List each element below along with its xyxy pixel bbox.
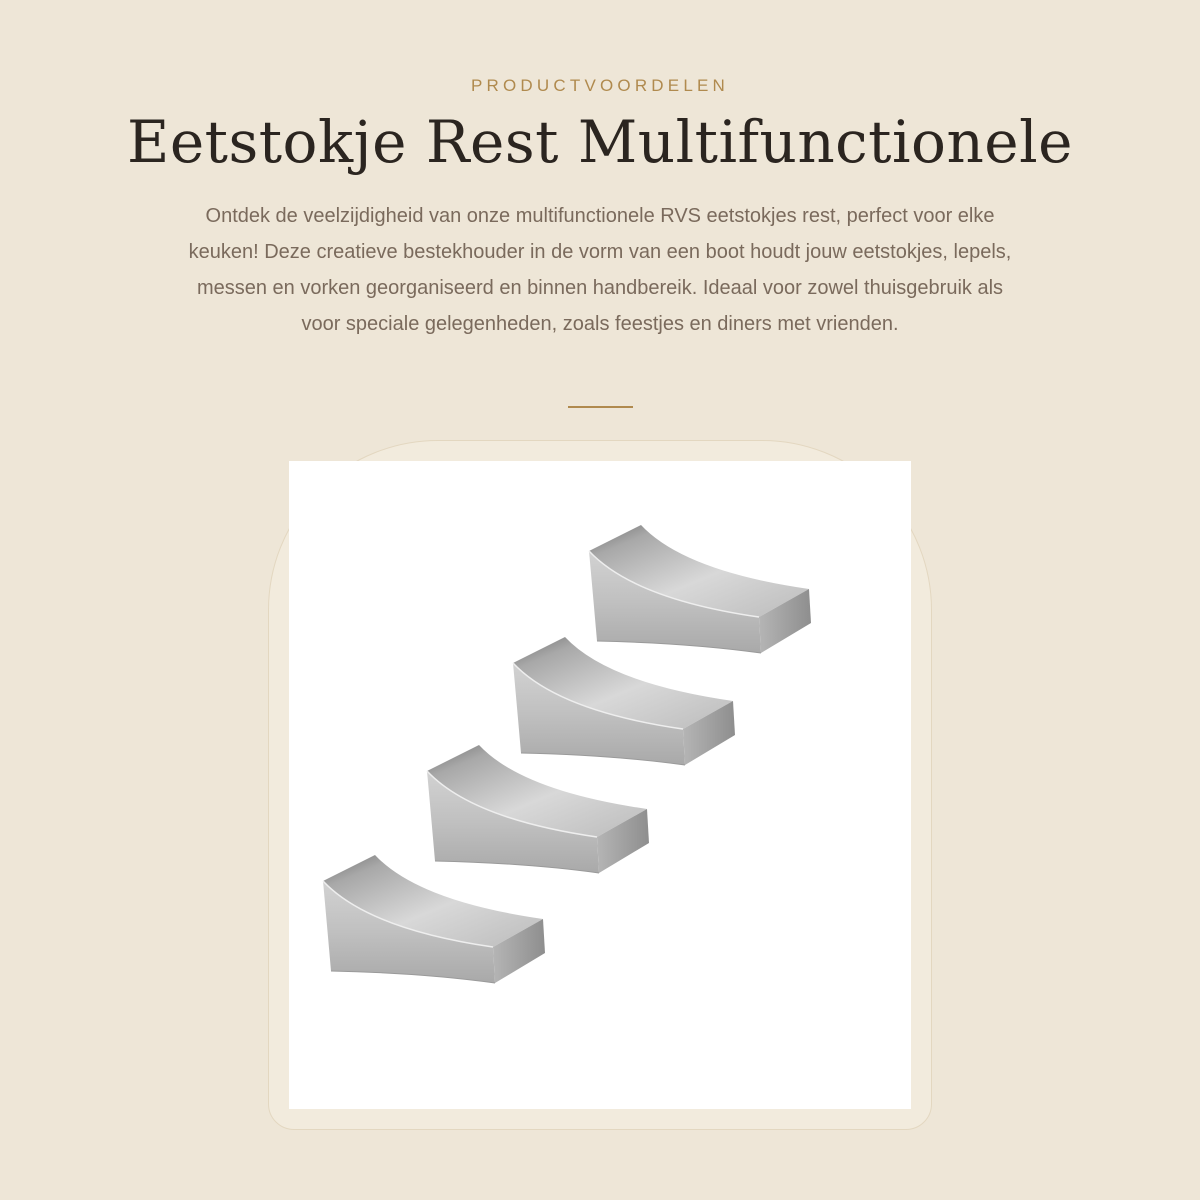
chopstick-rest-item — [589, 525, 811, 653]
chopstick-rest-item — [323, 855, 545, 983]
section-title: Eetstokje Rest Multifunctionele — [127, 108, 1073, 176]
chopstick-rests-illustration — [289, 461, 911, 1109]
section-description: Ontdek de veelzijdigheid van onze multifunctionele RVS eetstokjes rest, perfect voor elke keuken! Deze creatieve bestekhouder in de vorm van een boot houdt jouw eetstokjes, lepels, messen en vorken georganiseerd en binnen handbereik. Ideaal voor zowel thuisgebruik als voor speciale gelegenheden, zoals feestjes en diners met vrienden. — [188, 205, 1012, 335]
accent-divider — [568, 406, 633, 408]
product-image — [289, 461, 911, 1109]
section-eyebrow: PRODUCTVOORDELEN — [470, 76, 729, 95]
chopstick-rest-item — [427, 745, 649, 873]
chopstick-rest-item — [513, 637, 735, 765]
